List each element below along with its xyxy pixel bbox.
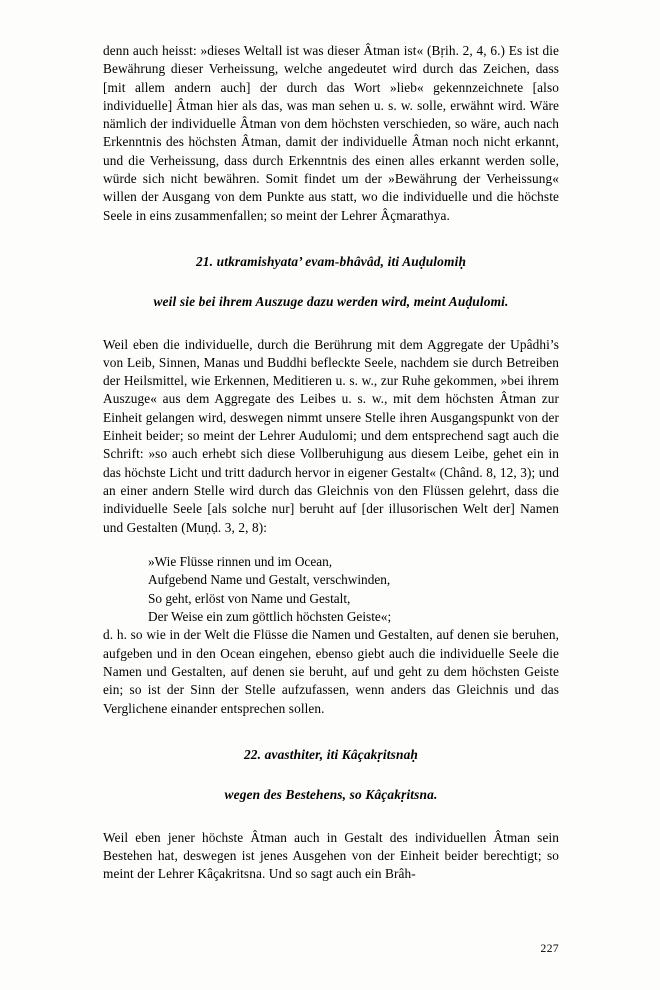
paragraph-verse-explanation: d. h. so wie in der Welt die Flüsse die Namen und Gestalten, auf denen sie beruhen, aufgeben und in den Ocean eingehen, ebenso giebt auch die individuelle Seele die Namen und Gestalten, auf denen sie beruht, auf und geht zu dem höchsten Geiste ein; so ist der Sinn der Stelle aufzufassen, wenn anders das Gleichnis und das Verglichene einander entsprechen sollen. — [103, 627, 559, 716]
page-text-column — [103, 42, 559, 883]
verse-line: »Wie Flüsse rinnen und im Ocean, — [148, 553, 333, 569]
verse-line: Aufgebend Name und Gestalt, verschwinden, — [148, 572, 391, 588]
sutra-22-translation: wegen des Bestehens, so Kâçakṛitsna. — [224, 787, 438, 803]
verse-line: Der Weise ein zum göttlich höchsten Geiste«; — [148, 609, 392, 625]
paragraph-commentary-22: Weil eben jener höchste Âtman auch in Gestalt des individuellen Âtman sein Bestehen hat, deswegen ist jenes Ausgehen von der Einheit beider berechtigt; so meint der Lehrer Kâçakritsna. Und so sagt auch ein Brâh- — [103, 829, 559, 882]
verse-line: So geht, erlöst von Name und Gestalt, — [148, 590, 351, 606]
paragraph-opening: denn auch heisst: »dieses Weltall ist was dieser Âtman ist« (Bṛih. 2, 4, 6.) Es ist die Bewährung dieser Verheissung, welche angedeutet wird durch das Zeichen, dass [mit allem andern auch] der durch das Wort »lieb« gekennzeichnete [also individuelle] Âtman hier als das, was man sehen u. s. w. solle, erwähnt wird. Wäre nämlich der individuelle Âtman von dem höchsten verschieden, so wäre, auch nach Erkenntnis des höchsten Âtman, damit der individuelle Âtman noch nicht erkannt, und die Verheissung, dass durch Erkenntnis des einen alles erkannt werden solle, würde sich nicht bewähren. Somit findet um der »Bewährung der Verheissung« willen der Ausgang von dem Punkte aus statt, wo die individuelle und die höchste Seele in eins zusammenfallen; so meint der Lehrer Âçmarathya. — [103, 43, 559, 223]
page-number: 227 — [540, 943, 559, 955]
sutra-22-heading: 22. avasthiter, iti Kâçakṛitsnaḥ — [243, 746, 419, 762]
paragraph-commentary-21: Weil eben die individuelle, durch die Berührung mit dem Aggregate der Upâdhi’s von Leib, Sinnen, Manas und Buddhi befleckte Seele, nachdem sie durch Betreiben der Heilsmittel, wie Erkennen, Meditieren u. s. w., zur Ruhe gekommen, »bei ihrem Auszuge« aus dem Aggregate des Leibes u. s. w., mit dem höchsten Âtman zur Einheit gelangen wird, deswegen nimmt unsere Stelle ihren Ausgangspunkt von der Einheit beider; so meint der Lehrer Audulomi; und dem entsprechend sagt auch die Schrift: »so auch erhebt sich diese Vollberuhigung aus diesem Leibe, gehet ein in das höchste Licht und tritt dadurch hervor in eigener Gestalt« (Chând. 8, 12, 3); und an einer andern Stelle wird durch das Gleichnis von den Flüssen gelehrt, dass die individuelle Seele [als solche nur] beruht auf [der illusorischen Welt der] Namen und Gestalten (Muṇḍ. 3, 2, 8): — [103, 336, 559, 535]
verse-quotation — [103, 553, 559, 627]
sutra-21-heading: 21. utkramishyata’ evam-bhâvâd, iti Auḍulomiḥ — [195, 253, 467, 269]
sutra-21-translation: weil sie bei ihrem Auszuge dazu werden wird, meint Auḍulomi. — [153, 294, 509, 310]
